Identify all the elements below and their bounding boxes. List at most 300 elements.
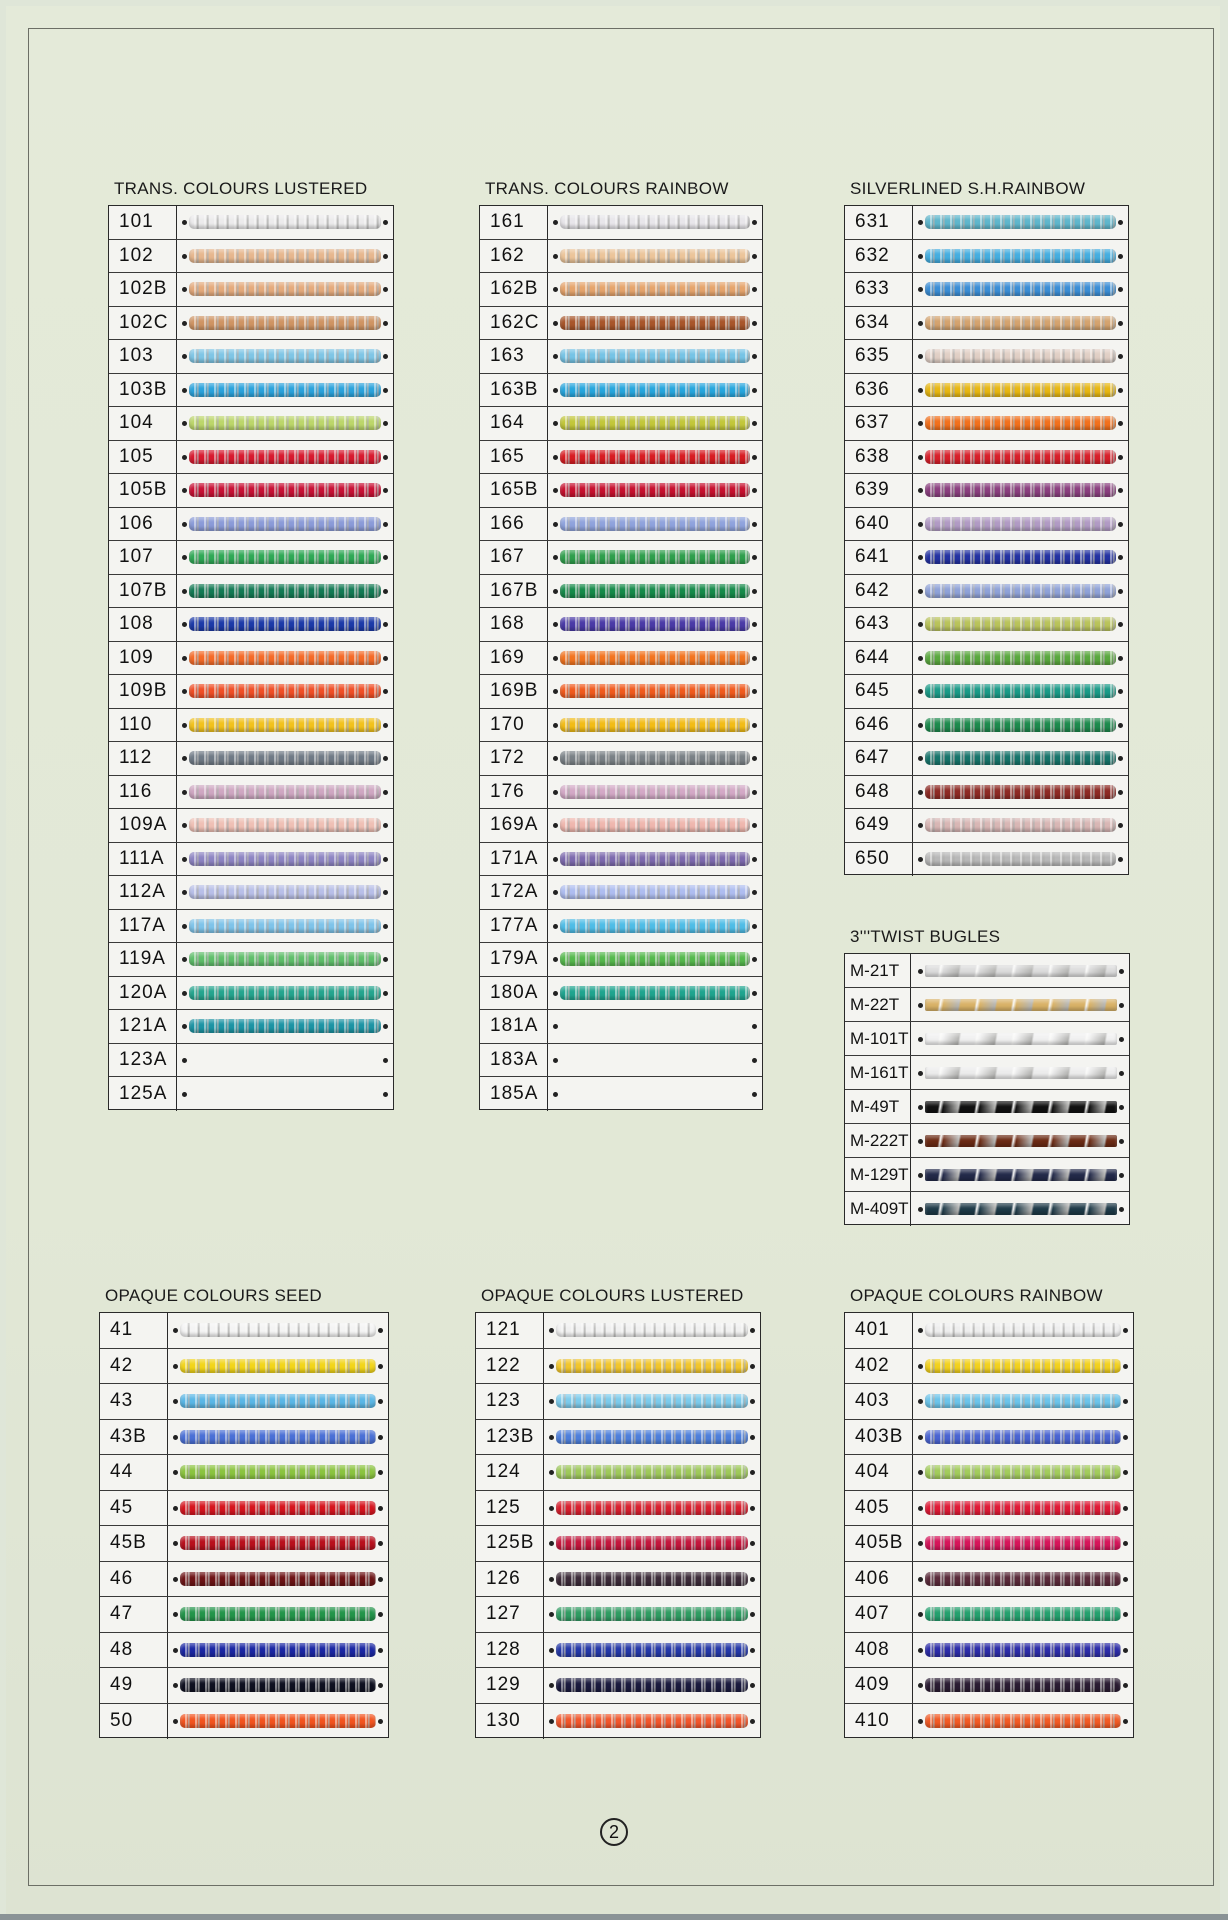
color-code: 117A	[109, 910, 177, 943]
pin-right	[383, 689, 388, 694]
bead-strand	[560, 617, 750, 631]
swatch-row-107	[109, 541, 393, 575]
swatch-row-403	[845, 1384, 1133, 1420]
color-code: 649	[845, 809, 913, 842]
pin-right	[378, 1577, 383, 1582]
pin-left	[918, 254, 923, 259]
pin-left	[918, 1683, 923, 1688]
pin-right	[1123, 1435, 1128, 1440]
color-code: 637	[845, 407, 913, 440]
pin-left	[173, 1328, 178, 1333]
swatch-row-m-161t	[845, 1056, 1129, 1090]
bead-strand	[925, 1714, 1121, 1728]
swatch-row-45	[100, 1491, 388, 1527]
pin-right	[1123, 1719, 1128, 1724]
swatch-row-101	[109, 206, 393, 240]
pin-right	[750, 1612, 755, 1617]
swatch-row-631	[845, 206, 1128, 240]
swatch-row-639	[845, 474, 1128, 508]
pin-right	[752, 857, 757, 862]
color-code: 42	[100, 1349, 168, 1384]
color-code: 645	[845, 675, 913, 708]
pin-left	[918, 421, 923, 426]
bead-strand	[180, 1714, 376, 1728]
pin-right	[1118, 589, 1123, 594]
pin-right	[383, 1092, 388, 1097]
pin-left	[918, 1648, 923, 1653]
pin-right	[752, 589, 757, 594]
bead-strand	[925, 1359, 1121, 1373]
pin-left	[553, 991, 558, 996]
pin-right	[383, 220, 388, 225]
pin-left	[553, 689, 558, 694]
pin-left	[182, 522, 187, 527]
pin-right	[378, 1648, 383, 1653]
color-code: 169B	[480, 675, 548, 708]
swatch-row-m-129t	[845, 1158, 1129, 1192]
swatch-row-42	[100, 1349, 388, 1385]
color-code: 123	[476, 1384, 544, 1419]
color-code: 121	[476, 1313, 544, 1348]
pin-right	[752, 723, 757, 728]
swatch-card	[475, 1312, 761, 1738]
color-code: 123A	[109, 1044, 177, 1077]
bead-strand	[925, 818, 1116, 832]
color-code: 633	[845, 273, 913, 306]
pin-left	[553, 656, 558, 661]
color-code: 634	[845, 307, 913, 340]
color-code: 103B	[109, 374, 177, 407]
swatch-row-402	[845, 1349, 1133, 1385]
bead-strand	[560, 316, 750, 330]
pin-left	[553, 254, 558, 259]
swatch-row-166	[480, 508, 762, 542]
color-code: 401	[845, 1313, 913, 1348]
bead-strand	[925, 483, 1116, 497]
bead-strand	[180, 1465, 376, 1479]
swatch-row-162b	[480, 273, 762, 307]
swatch-row-161	[480, 206, 762, 240]
bead-strand	[180, 1607, 376, 1621]
swatch-row-120a	[109, 977, 393, 1011]
swatch-row-111a	[109, 843, 393, 877]
color-code: 129	[476, 1668, 544, 1703]
swatch-row-635	[845, 340, 1128, 374]
pin-right	[1118, 656, 1123, 661]
bead-strand	[925, 718, 1116, 732]
pin-left	[173, 1648, 178, 1653]
pin-right	[383, 991, 388, 996]
pin-left	[549, 1435, 554, 1440]
pin-right	[383, 488, 388, 493]
pin-left	[182, 957, 187, 962]
pin-right	[750, 1328, 755, 1333]
swatch-row-640	[845, 508, 1128, 542]
pin-right	[383, 656, 388, 661]
color-code: 127	[476, 1597, 544, 1632]
swatch-row-m-21t	[845, 954, 1129, 988]
pin-left	[549, 1577, 554, 1582]
bead-strand	[560, 282, 750, 296]
pin-right	[383, 287, 388, 292]
color-code: 130	[476, 1704, 544, 1740]
bead-strand	[925, 1465, 1121, 1479]
swatch-row-410	[845, 1704, 1133, 1740]
color-code: 49	[100, 1668, 168, 1703]
bead-strand	[925, 450, 1116, 464]
color-code: 181A	[480, 1010, 548, 1043]
pin-right	[378, 1683, 383, 1688]
swatch-row-107b	[109, 575, 393, 609]
pin-right	[750, 1470, 755, 1475]
pin-left	[918, 455, 923, 460]
pin-left	[173, 1506, 178, 1511]
color-chart-sheet	[6, 6, 1220, 1914]
color-code: 163	[480, 340, 548, 373]
bead-strand	[189, 684, 381, 698]
bead-strand	[925, 1536, 1121, 1550]
panel-trans-lustered	[108, 179, 394, 1110]
swatch-row-123b	[476, 1420, 760, 1456]
color-code: 650	[845, 843, 913, 877]
swatch-row-103b	[109, 374, 393, 408]
swatch-row-m-22t	[845, 988, 1129, 1022]
color-code: 179A	[480, 943, 548, 976]
swatch-row-125b	[476, 1526, 760, 1562]
color-code: 125	[476, 1491, 544, 1526]
color-code: 172	[480, 742, 548, 775]
pin-left	[173, 1719, 178, 1724]
pin-left	[182, 656, 187, 661]
pin-right	[1118, 488, 1123, 493]
swatch-row-168	[480, 608, 762, 642]
bead-strand	[560, 416, 750, 430]
color-code: 165	[480, 441, 548, 474]
page-number: 2	[600, 1818, 628, 1846]
swatch-row-649	[845, 809, 1128, 843]
pin-right	[1118, 622, 1123, 627]
color-code: 128	[476, 1633, 544, 1668]
pin-right	[383, 723, 388, 728]
pin-left	[182, 756, 187, 761]
color-code: 177A	[480, 910, 548, 943]
color-code: 104	[109, 407, 177, 440]
pin-left	[182, 321, 187, 326]
pin-right	[378, 1328, 383, 1333]
bead-strand	[560, 885, 750, 899]
color-code: 116	[109, 776, 177, 809]
pin-left	[553, 957, 558, 962]
bead-strand	[925, 584, 1116, 598]
color-code: 109A	[109, 809, 177, 842]
pin-right	[750, 1648, 755, 1653]
color-code: 45B	[100, 1526, 168, 1561]
pin-right	[1118, 220, 1123, 225]
color-code: 169	[480, 642, 548, 675]
color-code: 646	[845, 709, 913, 742]
swatch-row-122	[476, 1349, 760, 1385]
bugle-strand	[925, 1033, 1117, 1045]
pin-right	[752, 689, 757, 694]
swatch-row-650	[845, 843, 1128, 877]
swatch-row-127	[476, 1597, 760, 1633]
pin-right	[1118, 354, 1123, 359]
bead-strand	[560, 651, 750, 665]
panel-silverlined	[844, 179, 1129, 875]
color-code: 648	[845, 776, 913, 809]
pin-left	[553, 455, 558, 460]
pin-right	[752, 555, 757, 560]
pin-left	[918, 969, 923, 974]
bead-strand	[925, 416, 1116, 430]
pin-left	[549, 1506, 554, 1511]
color-code: 125B	[476, 1526, 544, 1561]
pin-left	[182, 589, 187, 594]
pin-left	[918, 321, 923, 326]
pin-left	[918, 589, 923, 594]
pin-left	[918, 354, 923, 359]
bead-strand	[560, 986, 750, 1000]
swatch-row-103	[109, 340, 393, 374]
pin-right	[1118, 555, 1123, 560]
pin-right	[752, 957, 757, 962]
swatch-row-109	[109, 642, 393, 676]
bugle-strand	[925, 965, 1117, 977]
color-code: 161	[480, 206, 548, 239]
pin-right	[378, 1470, 383, 1475]
pin-right	[1119, 969, 1124, 974]
bead-strand	[189, 651, 381, 665]
pin-left	[918, 522, 923, 527]
color-code: 43	[100, 1384, 168, 1419]
swatch-card	[479, 205, 763, 1110]
color-code: M-22T	[845, 988, 911, 1021]
color-code: 124	[476, 1455, 544, 1490]
pin-left	[553, 555, 558, 560]
pin-left	[553, 723, 558, 728]
pin-left	[553, 220, 558, 225]
pin-right	[383, 555, 388, 560]
pin-left	[918, 689, 923, 694]
pin-left	[918, 656, 923, 661]
color-code: 43B	[100, 1420, 168, 1455]
pin-right	[1123, 1683, 1128, 1688]
pin-left	[918, 1541, 923, 1546]
color-code: 163B	[480, 374, 548, 407]
pin-left	[182, 622, 187, 627]
pin-left	[918, 1207, 923, 1212]
color-code: 644	[845, 642, 913, 675]
pin-left	[918, 555, 923, 560]
swatch-row-110	[109, 709, 393, 743]
color-code: 631	[845, 206, 913, 239]
swatch-row-108	[109, 608, 393, 642]
color-code: 405	[845, 1491, 913, 1526]
pin-right	[383, 522, 388, 527]
swatch-row-163b	[480, 374, 762, 408]
swatch-row-49	[100, 1668, 388, 1704]
pin-right	[752, 522, 757, 527]
panel-opaque-seed	[99, 1286, 389, 1738]
pin-right	[752, 488, 757, 493]
swatch-row-167	[480, 541, 762, 575]
pin-left	[553, 1092, 558, 1097]
pin-right	[752, 1058, 757, 1063]
swatch-row-105	[109, 441, 393, 475]
color-code: 46	[100, 1562, 168, 1597]
swatch-row-179a	[480, 943, 762, 977]
pin-left	[549, 1399, 554, 1404]
pin-right	[383, 790, 388, 795]
bead-strand	[180, 1323, 376, 1337]
bugle-strand	[925, 999, 1117, 1011]
pin-left	[173, 1683, 178, 1688]
pin-left	[549, 1612, 554, 1617]
pin-left	[553, 589, 558, 594]
bead-strand	[556, 1394, 748, 1408]
pin-left	[918, 1037, 923, 1042]
bead-strand	[925, 383, 1116, 397]
pin-right	[1123, 1399, 1128, 1404]
swatch-row-407	[845, 1597, 1133, 1633]
swatch-row-121a	[109, 1010, 393, 1044]
pin-left	[918, 1399, 923, 1404]
pin-left	[918, 756, 923, 761]
swatch-row-125a	[109, 1077, 393, 1111]
swatch-row-162	[480, 240, 762, 274]
pin-left	[553, 522, 558, 527]
pin-right	[383, 455, 388, 460]
swatch-row-m-409t	[845, 1192, 1129, 1226]
bead-strand	[560, 383, 750, 397]
color-code: 647	[845, 742, 913, 775]
pin-right	[1118, 823, 1123, 828]
swatch-row-112a	[109, 876, 393, 910]
color-code: 162C	[480, 307, 548, 340]
color-code: 402	[845, 1349, 913, 1384]
bead-strand	[556, 1643, 748, 1657]
bead-strand	[189, 584, 381, 598]
pin-left	[182, 857, 187, 862]
pin-left	[182, 488, 187, 493]
swatch-row-183a	[480, 1044, 762, 1078]
swatch-row-172a	[480, 876, 762, 910]
bead-strand	[560, 450, 750, 464]
pin-right	[383, 823, 388, 828]
bead-strand	[189, 517, 381, 531]
pin-left	[182, 287, 187, 292]
color-code: 109	[109, 642, 177, 675]
pin-left	[182, 421, 187, 426]
pin-right	[1119, 1037, 1124, 1042]
color-code: 102C	[109, 307, 177, 340]
pin-right	[1118, 421, 1123, 426]
pin-right	[1118, 790, 1123, 795]
bead-strand	[925, 852, 1116, 866]
pin-right	[752, 656, 757, 661]
swatch-row-104	[109, 407, 393, 441]
color-code: 120A	[109, 977, 177, 1010]
pin-left	[173, 1577, 178, 1582]
swatch-row-164	[480, 407, 762, 441]
pin-left	[553, 890, 558, 895]
color-code: 105B	[109, 474, 177, 507]
bead-strand	[189, 416, 381, 430]
color-code: M-49T	[845, 1090, 911, 1123]
bead-strand	[925, 316, 1116, 330]
bead-strand	[560, 517, 750, 531]
pin-right	[752, 1024, 757, 1029]
color-code: 110	[109, 709, 177, 742]
bead-strand	[180, 1394, 376, 1408]
swatch-row-176	[480, 776, 762, 810]
pin-right	[1123, 1506, 1128, 1511]
bead-strand	[556, 1501, 748, 1515]
pin-left	[918, 1139, 923, 1144]
pin-left	[549, 1648, 554, 1653]
color-code: 169A	[480, 809, 548, 842]
bead-strand	[180, 1501, 376, 1515]
color-code: 167B	[480, 575, 548, 608]
pin-right	[1119, 1105, 1124, 1110]
pin-right	[752, 1092, 757, 1097]
swatch-row-408	[845, 1633, 1133, 1669]
pin-right	[1123, 1328, 1128, 1333]
pin-left	[553, 790, 558, 795]
pin-right	[752, 823, 757, 828]
bead-strand	[560, 718, 750, 732]
panel-title: TRANS. COLOURS RAINBOW	[485, 179, 729, 198]
pin-right	[752, 756, 757, 761]
swatch-row-129	[476, 1668, 760, 1704]
pin-right	[383, 321, 388, 326]
swatch-row-636	[845, 374, 1128, 408]
color-code: 162	[480, 240, 548, 273]
pin-left	[182, 1024, 187, 1029]
panel-title: OPAQUE COLOURS RAINBOW	[850, 1286, 1103, 1305]
swatch-row-124	[476, 1455, 760, 1491]
pin-left	[918, 1328, 923, 1333]
panel-title: 3'''TWIST BUGLES	[850, 927, 1001, 946]
color-code: 109B	[109, 675, 177, 708]
color-code: 405B	[845, 1526, 913, 1561]
swatch-row-117a	[109, 910, 393, 944]
pin-left	[918, 1364, 923, 1369]
color-code: 162B	[480, 273, 548, 306]
color-code: 640	[845, 508, 913, 541]
bead-strand	[180, 1359, 376, 1373]
swatch-row-644	[845, 642, 1128, 676]
swatch-row-m-222t	[845, 1124, 1129, 1158]
pin-right	[1119, 1003, 1124, 1008]
bugle-strand	[925, 1135, 1117, 1147]
pin-left	[918, 1612, 923, 1617]
color-code: 102	[109, 240, 177, 273]
pin-left	[918, 1173, 923, 1178]
color-code: 103	[109, 340, 177, 373]
swatch-row-102c	[109, 307, 393, 341]
pin-right	[750, 1577, 755, 1582]
color-code: 168	[480, 608, 548, 641]
panel-title: SILVERLINED S.H.RAINBOW	[850, 179, 1086, 198]
bead-strand	[925, 1430, 1121, 1444]
color-code: 166	[480, 508, 548, 541]
pin-right	[1123, 1364, 1128, 1369]
bugle-strand	[925, 1203, 1117, 1215]
bead-strand	[189, 785, 381, 799]
bead-strand	[925, 1607, 1121, 1621]
pin-left	[173, 1364, 178, 1369]
